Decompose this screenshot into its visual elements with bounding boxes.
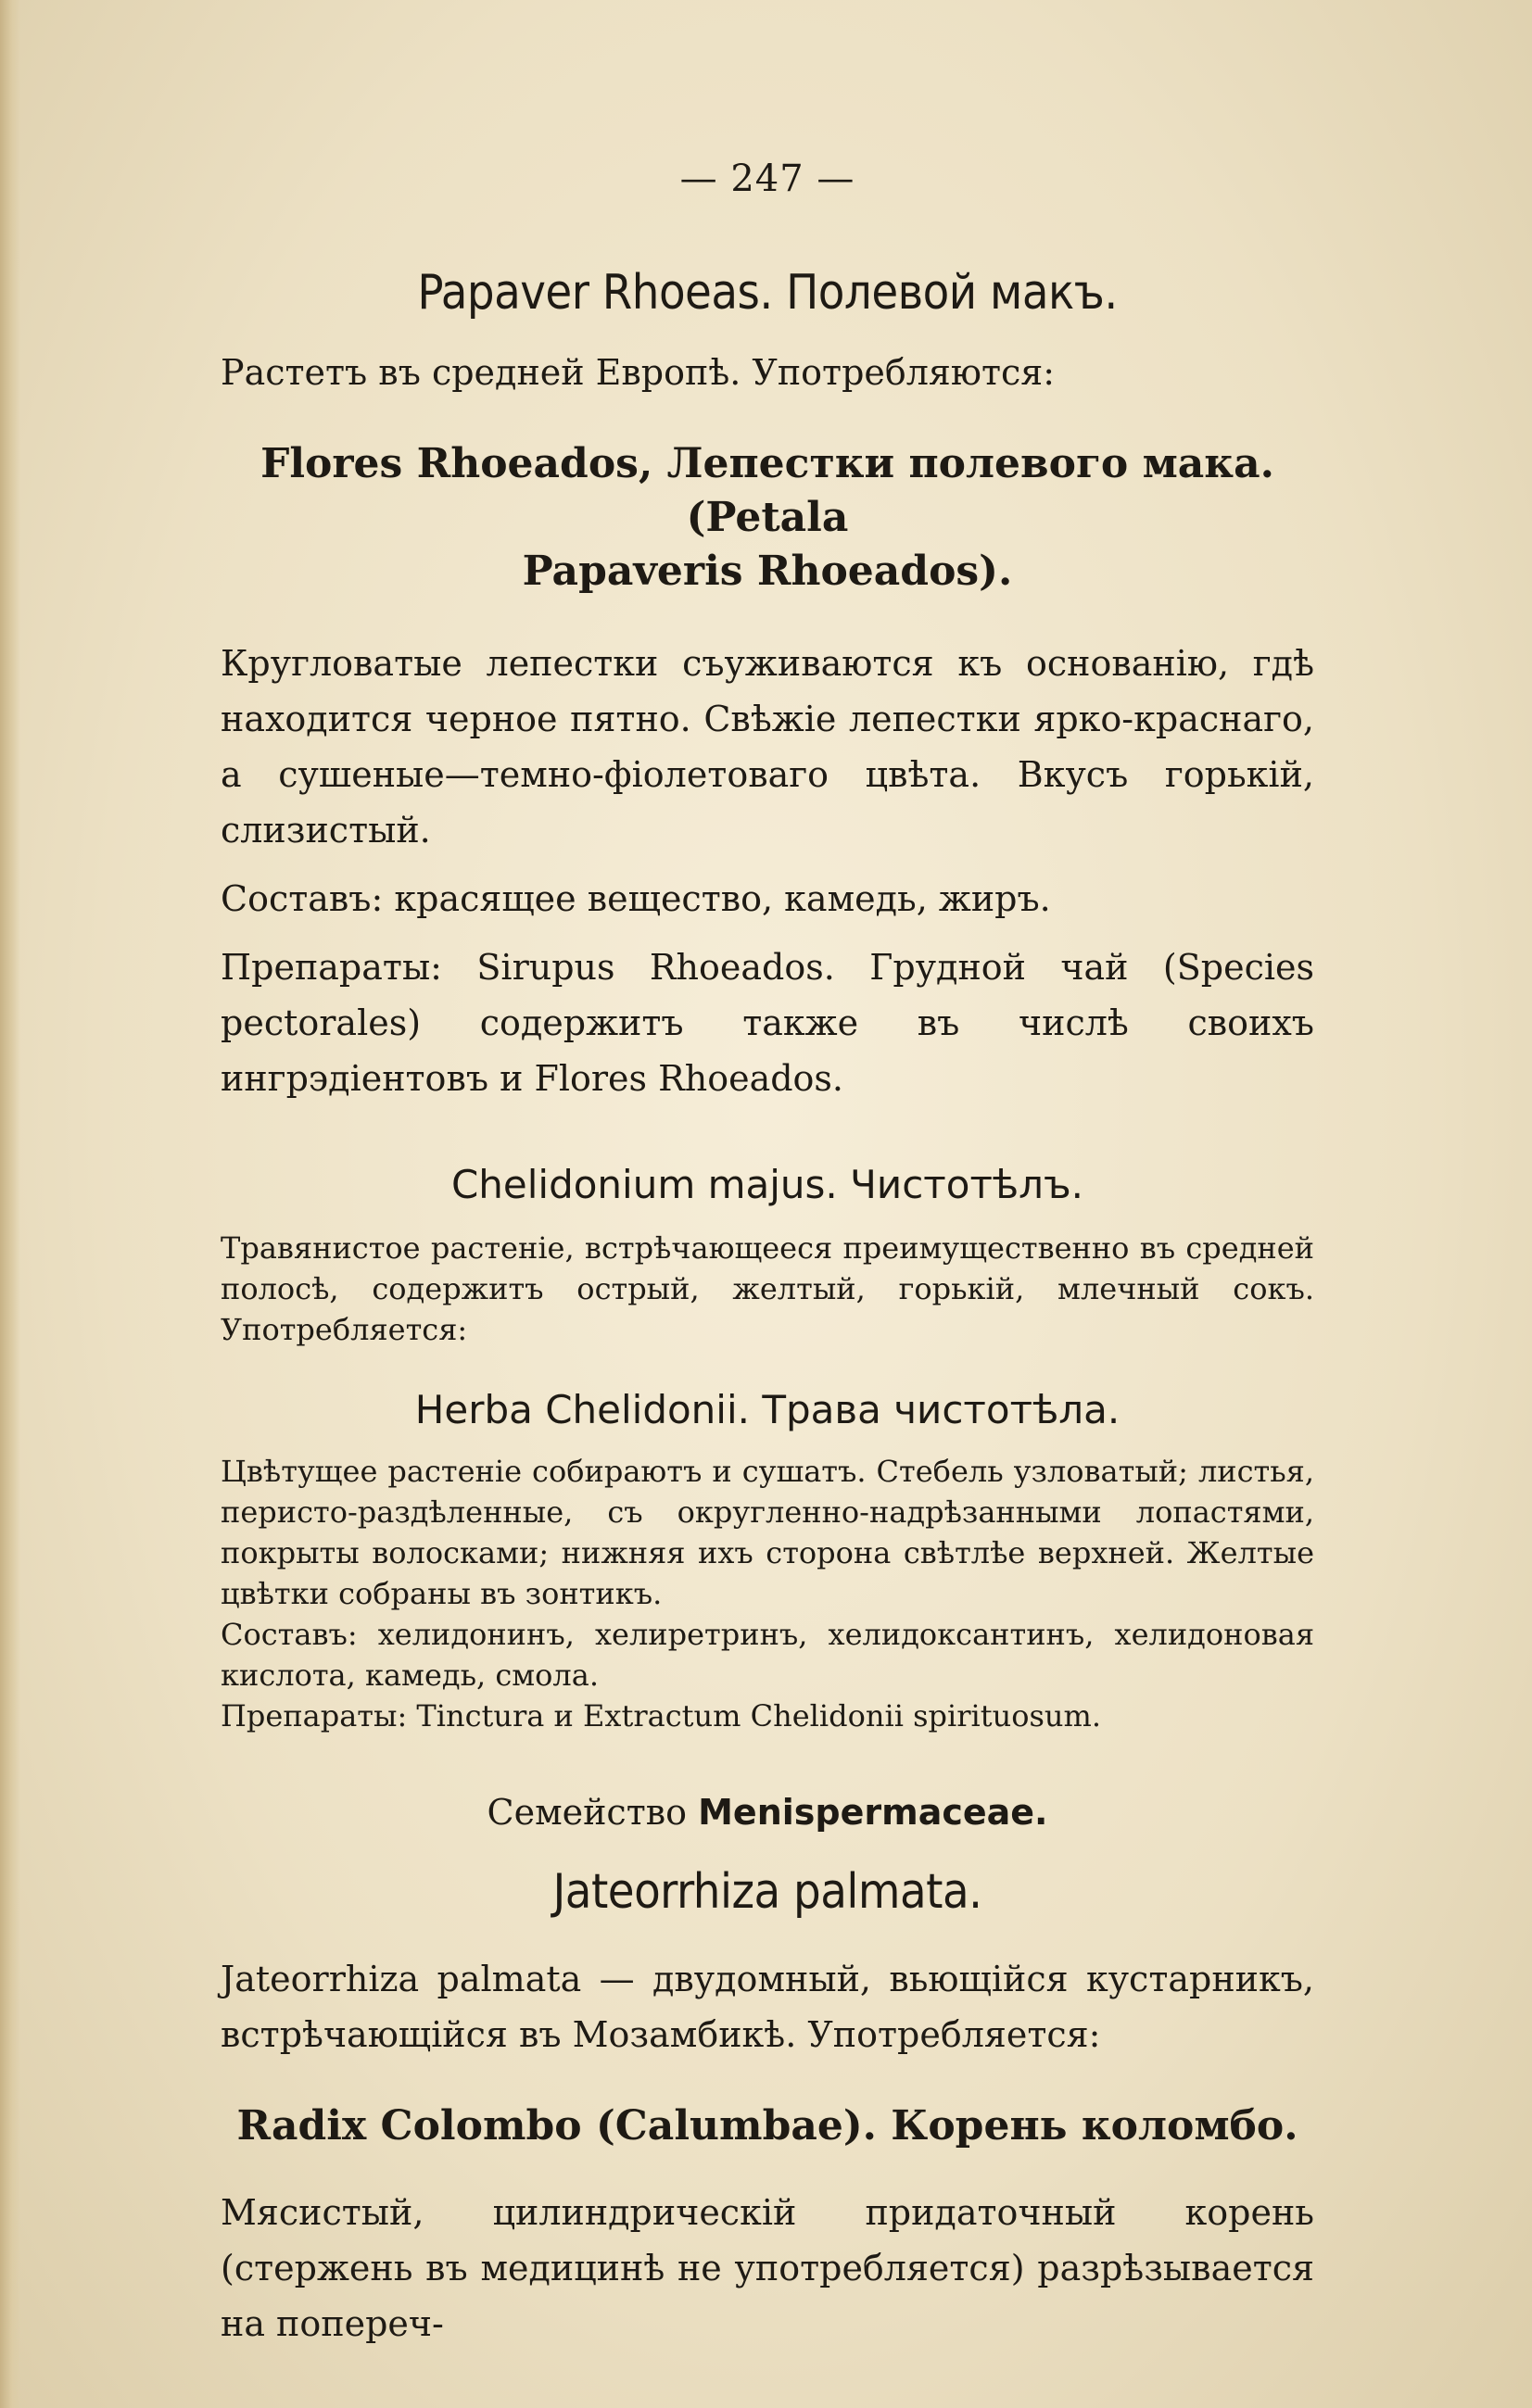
- page-spine-shadow: [0, 0, 20, 2408]
- drug-heading: Herba Chelidonii. Трава чистотѣла.: [414, 1387, 1121, 1432]
- section-jateorrhiza-palmata: [221, 1792, 1314, 2351]
- paragraph-description: Кругловатые лепестки съуживаются къ основанію, гдѣ находится черное пятно. Свѣжіе лепестки ярко-краснаго, а сушеные—темно-фіолетоваго цвѣта. Вкусъ горькій, слизистый.: [221, 643, 1314, 851]
- section-chelidonium-majus: [221, 1162, 1314, 1736]
- paragraph-description: Мясистый, цилиндрическій придаточный корень (стержень въ медицинѣ не употребляется) разрѣзывается на попереч-: [221, 2192, 1314, 2344]
- section-title: Chelidonium majus. Чистотѣлъ.: [450, 1162, 1084, 1207]
- family-heading: [221, 1792, 1314, 1833]
- section-papaver-rhoeas: [221, 265, 1314, 1106]
- family-prefix: Семейство: [487, 1792, 688, 1833]
- paragraph-composition: Составъ: красящее вещество, камедь, жиръ.: [221, 878, 1051, 919]
- section-intro: Растетъ въ средней Европѣ. Употребляются:: [221, 352, 1056, 393]
- drug-heading-line-2: Papaveris Rhoeados).: [522, 548, 1013, 595]
- drug-heading: Radix Colombo (Calumbae). Корень коломбо.: [236, 2102, 1298, 2150]
- section-title: Papaver Rhoeas. Полевой макъ.: [417, 265, 1118, 321]
- drug-heading-line-1: Flores Rhoeados, Лепестки полевого мака. (Petala: [260, 440, 1274, 541]
- family-name: Menispermaceae.: [698, 1792, 1048, 1833]
- page-content: [221, 139, 1314, 2351]
- paragraph-preparations: Препараты: Tinctura и Extractum Chelidonii spirituosum.: [221, 1698, 1102, 1734]
- section-title: Jateorrhiza palmata.: [552, 1864, 982, 1920]
- paragraph-composition: Составъ: хелидонинъ, хелиретринъ, хелидоксантинъ, хелидоновая кислота, камедь, смола.: [221, 1617, 1314, 1693]
- paragraph-preparations: Препараты: Sirupus Rhoeados. Грудной чай (Species pectorales) содержитъ также въ числѣ своихъ ингрэдіентовъ и Flores Rhoeados.: [221, 947, 1314, 1099]
- section-intro: Jateorrhiza palmata — двудомный, вьющійся кустарникъ, встрѣчающійся въ Мозамбикѣ. Употребляется:: [221, 1959, 1314, 2055]
- paragraph-description: Цвѣтущее растеніе собираютъ и сушатъ. Стебель узловатый; листья, перисто-раздѣленные, съ округленно-надрѣзанными лопастями, покрыты волосками; нижняя ихъ сторона свѣтлѣе верхней. Желтые цвѣтки собраны въ зонтикъ.: [221, 1454, 1314, 1611]
- section-intro: Травянистое растеніе, встрѣчающееся преимущественно въ средней полосѣ, содержитъ острый, желтый, горькій, млечный сокъ. Употребляется:: [221, 1230, 1314, 1347]
- drug-heading: [221, 437, 1314, 599]
- page-number: — 247 —: [679, 158, 855, 200]
